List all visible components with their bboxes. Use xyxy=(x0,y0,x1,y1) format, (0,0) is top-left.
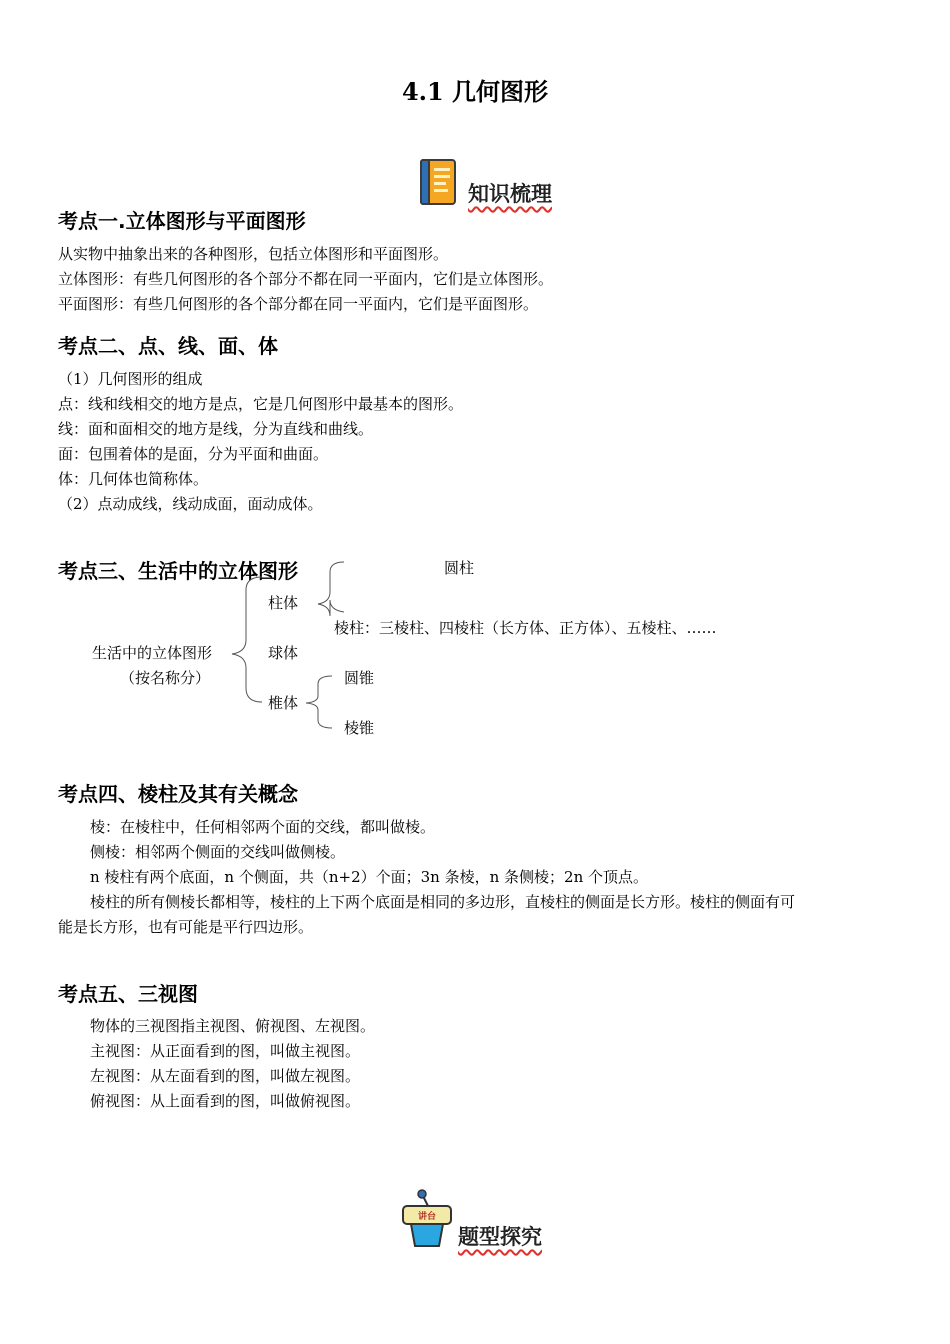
section-2-line-4: 面：包围着体的是面，分为平面和曲面。 xyxy=(58,445,329,463)
section-1-line-1: 从实物中抽象出来的各种图形，包括立体图形和平面图形。 xyxy=(58,245,449,263)
section-1-heading: 考点一.立体图形与平面图形 xyxy=(58,209,306,233)
tree-leaf-cylinder: 圆柱 xyxy=(444,559,475,577)
section-2-line-1: （1）几何图形的组成 xyxy=(58,370,203,388)
section-5-line-2: 主视图：从正面看到的图，叫做主视图。 xyxy=(90,1042,361,1060)
section-4-line-3: n 棱柱有两个底面，n 个侧面，共（n+2）个面；3n 条棱，n 条侧棱；2n 个顶点。 xyxy=(90,868,649,886)
section-4-line-2: 侧棱：相邻两个侧面的交线叫做侧棱。 xyxy=(90,843,346,861)
section-2-line-5: 体：几何体也简称体。 xyxy=(58,470,209,488)
section-2-heading: 考点二、点、线、面、体 xyxy=(58,334,278,358)
tree-root-line-2: （按名称分） xyxy=(120,669,211,687)
section-1-line-2: 立体图形：有些几何图形的各个部分不都在同一平面内，它们是立体图形。 xyxy=(58,270,554,288)
section-5-line-4: 俯视图：从上面看到的图，叫做俯视图。 xyxy=(90,1092,361,1110)
tree-leaf-prism: 棱柱：三棱柱、四棱柱（长方体、正方体）、五棱柱、…… xyxy=(334,619,717,637)
questions-badge-label: 题型探究 xyxy=(458,1224,542,1249)
section-2-line-3: 线：面和面相交的地方是线，分为直线和曲线。 xyxy=(58,420,374,438)
section-4-line-4: 棱柱的所有侧棱长都相等，棱柱的上下两个底面是相同的多边形，直棱柱的侧面是长方形。棱柱的侧面有可 xyxy=(90,893,796,911)
questions-badge xyxy=(398,1188,558,1252)
section-2-line-6: （2）点动成线，线动成面，面动成体。 xyxy=(58,495,323,513)
section-2-line-2: 点：线和线相交的地方是点，它是几何图形中最基本的图形。 xyxy=(58,395,464,413)
section-5-line-1: 物体的三视图指主视图、俯视图、左视图。 xyxy=(90,1017,376,1035)
section-4-line-1: 棱：在棱柱中，任何相邻两个面的交线，都叫做棱。 xyxy=(90,818,436,836)
section-1-line-3: 平面图形：有些几何图形的各个部分都在同一平面内，它们是平面图形。 xyxy=(58,295,539,313)
section-4-heading: 考点四、棱柱及其有关概念 xyxy=(58,782,298,806)
book-icon xyxy=(418,158,458,206)
tree-node-sphere: 球体 xyxy=(268,644,299,662)
page-title: 4.1 几何图形 xyxy=(401,77,549,106)
knowledge-badge xyxy=(418,156,568,212)
section-3-heading: 考点三、生活中的立体图形 xyxy=(58,559,298,583)
tree-node-prism-group: 柱体 xyxy=(268,594,299,612)
tree-leaf-pyramid: 棱锥 xyxy=(344,719,375,737)
knowledge-badge-label: 知识梳理 xyxy=(468,181,552,206)
podium-icon xyxy=(398,1188,456,1250)
tree-root-line-1: 生活中的立体图形 xyxy=(92,644,213,662)
tree-leaf-cone: 圆锥 xyxy=(344,669,375,687)
tree-node-cone-group: 椎体 xyxy=(268,694,299,712)
section-4-line-5: 能是长方形，也有可能是平行四边形。 xyxy=(58,918,314,936)
section-5-line-3: 左视图：从左面看到的图，叫做左视图。 xyxy=(90,1067,361,1085)
section-5-heading: 考点五、三视图 xyxy=(58,982,198,1006)
podium-icon-label: 讲台 xyxy=(417,1212,437,1222)
